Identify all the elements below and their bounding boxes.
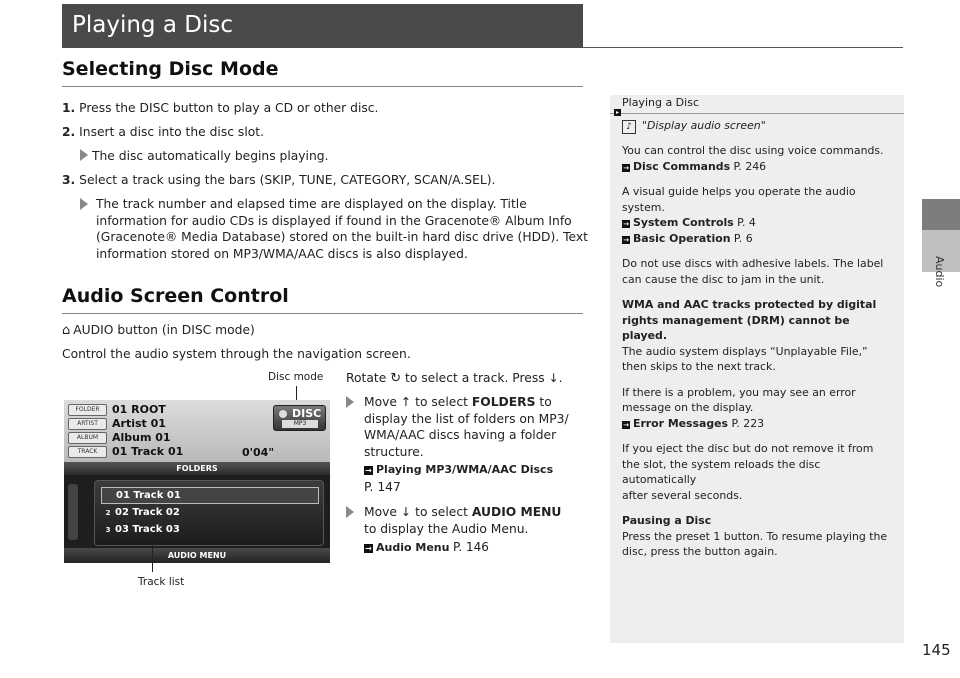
step-2 [62,124,264,141]
xref-label[interactable]: Error Messages [633,416,729,430]
audio-menu-label: AUDIO MENU [471,505,562,519]
xref-icon: → [365,466,372,475]
screen-folder-value: 01 ROOT [112,403,166,416]
move-text: Move [364,505,397,519]
sidebar-xref[interactable] [622,416,897,432]
xref-audio-menu[interactable] [364,539,561,557]
header-rule [583,47,903,48]
screen-audio-menu-bar: AUDIO MENU [64,548,330,563]
result-line: information for audio CDs is displayed if found in the Gracenote® Album Info [96,213,572,228]
sidebar-xref[interactable] [622,215,897,231]
xref-page: P. 146 [452,540,489,554]
result-line: The track number and elapsed time are displayed on the display. Title [96,197,527,211]
xref-page: P. 4 [737,216,756,229]
screen-track-value: 01 Track 01 [112,445,184,458]
xref-label[interactable]: System Controls [633,216,734,229]
screen-format-label: MP3 [282,420,318,428]
xref-page: P. 223 [731,416,765,430]
sidebar-xref[interactable] [622,231,897,247]
page-title: Playing a Disc [72,12,233,38]
result-line: (Gracenote® Media Database) stored on the built-in hard disc drive (HDD). Text [96,230,588,244]
screen-track-list [94,480,324,546]
result-arrow-icon [346,396,354,408]
sidebar-text: Press the preset 1 button. To resume playing the [622,529,888,543]
result-arrow-icon [80,149,88,161]
move-text: Move [364,395,397,409]
xref-label[interactable]: Disc Commands [633,159,731,173]
sidebar-text: disc, press the button again. [622,545,778,558]
sidebar-text: the slot, the system reloads the disc automatically [622,457,821,486]
xref-label[interactable]: Playing MP3/WMA/AAC Discs [376,463,554,476]
intro-text: Control the audio system through the navigation screen. [62,347,411,361]
xref-page: P. 6 [733,231,753,245]
voice-command [622,118,897,134]
move-text: to select [415,395,468,409]
section-rule [62,313,583,314]
screen-track-row [101,522,317,537]
screen-folders-bar: FOLDERS [64,462,330,475]
step-number: 3. [62,173,76,187]
screen-disc-label: DISC [292,407,322,420]
sidebar-text: A visual guide helps you operate the audio [622,185,856,198]
section-rule [62,86,583,87]
xref-icon: → [623,420,629,429]
sidebar-header-icon: ▸ [615,109,619,116]
voice-command-label: "Display audio screen" [642,119,766,132]
screen-tag-artist: ARTIST [68,418,107,430]
page-number: 145 [922,641,951,659]
track-label: 02 Track 02 [115,507,180,518]
sidebar-text: can cause the disc to jam in the unit. [622,272,825,286]
screen-track-row [101,505,317,520]
callout-disc-mode: Disc mode [268,371,324,383]
sidebar-text: If you eject the disc but do not remove it from [622,442,874,455]
sidebar-text: Do not use discs with adhesive labels. The label [622,257,884,270]
xref-icon: → [623,220,629,228]
voice-icon: ♪ [622,120,636,134]
move-line: WMA/AAC discs having a folder [364,428,557,442]
side-tab-marker [922,199,960,230]
step-text: Press the DISC button to play a CD or other disc. [79,101,379,115]
button-note [62,322,255,340]
screen-info-panel [64,400,330,462]
joystick-down-icon: ↓ [400,505,412,519]
rotate-dial-icon: ↻ [390,371,402,386]
enter-button-icon: ↓ [548,371,559,385]
rotate-text: Rotate [346,371,387,385]
section-heading-screen-control: Audio Screen Control [62,285,289,307]
xref-page: P. 147 [364,479,401,494]
step-3-result [80,196,588,262]
xref-page: P. 246 [733,159,767,173]
screen-tag-folder: FOLDER [68,404,107,416]
side-tab-label: Audio [933,256,946,288]
callout-track-list: Track list [138,576,185,588]
audio-screen-image [64,400,330,563]
move-line: to display the Audio Menu. [364,521,529,536]
button-note-text: AUDIO button (in DISC mode) [73,323,255,337]
sidebar-text: You can control the disc using voice commands. [622,144,884,157]
result-arrow-icon [346,506,354,518]
screen-album-value: Album 01 [112,431,171,444]
screen-tag-album: ALBUM [68,432,107,444]
callout-line [152,544,153,572]
xref-icon: → [365,544,372,553]
sidebar-text: If there is a problem, you may see an error [622,385,856,399]
screen-elapsed-time: 0'04" [242,446,275,459]
screen-disc-badge [273,405,326,431]
sidebar-text: after several seconds. [622,488,743,502]
xref-icon: → [623,163,629,172]
side-tab [926,256,954,312]
step-number: 1. [62,101,76,115]
sidebar-bold-text: Pausing a Disc [622,514,712,527]
rotate-text: to select a track. Press [405,371,545,385]
step-3 [62,172,495,189]
step-2-result [80,148,328,165]
step-1 [62,100,378,117]
move-text: to [539,395,552,409]
result-arrow-icon [80,198,88,210]
step-text: Select a track using the bars (SKIP, TUNE, CATEGORY, SCAN/A.SEL). [79,173,496,187]
disc-icon [279,410,287,418]
xref-icon: → [623,235,629,244]
xref-folders[interactable] [364,462,569,479]
folders-label: FOLDERS [471,395,536,409]
sidebar-heading: Playing a Disc [622,96,699,109]
track-index: 2 [105,509,111,517]
step-text: Insert a disc into the disc slot. [79,125,265,139]
sidebar-text: message on the display. [622,401,754,414]
section-heading-disc-mode: Selecting Disc Mode [62,58,279,80]
audio-button-icon: ⌂ [62,323,71,338]
xref-label[interactable]: Audio Menu [376,541,450,554]
sidebar-text: system. [622,200,665,214]
screen-artist-value: Artist 01 [112,417,166,430]
screen-scroll-indicator [68,484,78,540]
step-number: 2. [62,125,76,139]
result-line: information stored on MP3/WMA/AAC discs is also displayed. [96,246,468,261]
move-folders [364,394,569,495]
sidebar-text: then skips to the next track. [622,360,776,373]
xref-label[interactable]: Basic Operation [633,231,731,245]
move-line: display the list of folders on MP3/ [364,411,569,426]
move-audio-menu [364,504,561,557]
sidebar-bold-text: WMA and AAC tracks protected by digital [622,298,877,311]
screen-track-row [101,487,319,504]
sidebar-text: The audio system displays “Unplayable File,” [622,344,868,358]
sidebar-body [622,118,897,560]
sidebar-xref[interactable] [622,159,897,175]
move-text: to select [415,505,468,519]
screen-tag-track: TRACK [68,446,107,458]
sidebar-bold-text: rights management (DRM) cannot be played. [622,313,850,342]
result-text: The disc automatically begins playing. [92,149,329,163]
track-label: 01 Track 01 [116,490,181,501]
track-index: 3 [105,526,111,534]
move-line: structure. [364,444,424,459]
rotate-instruction: Rotate ↻ to select a track. Press ↓. [346,371,563,386]
joystick-up-icon: ↑ [400,395,412,409]
track-label: 03 Track 03 [115,524,180,535]
